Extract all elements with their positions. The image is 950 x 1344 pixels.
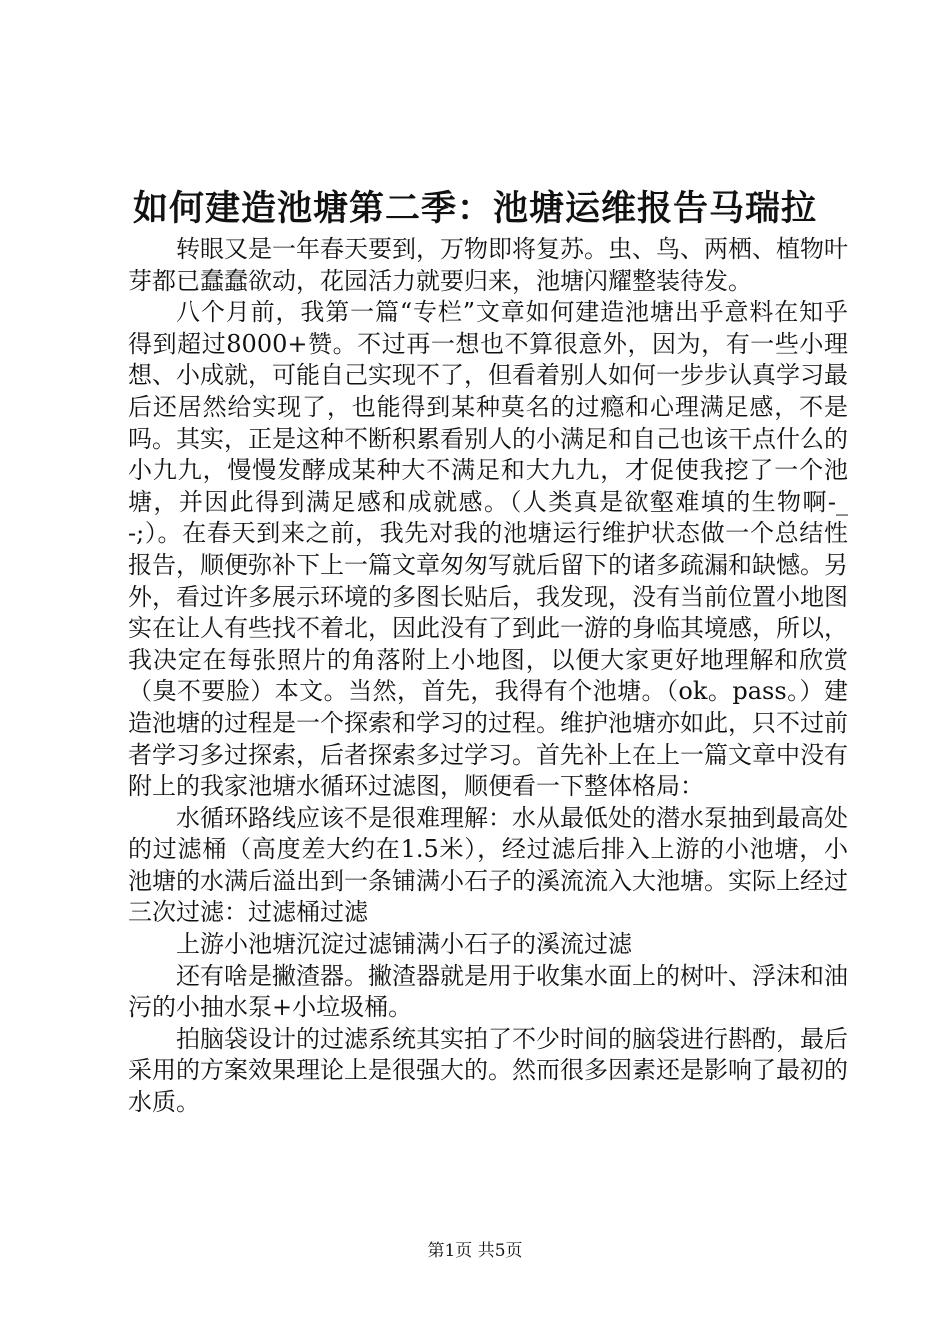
document-title: 如何建造池塘第二季：池塘运维报告马瑞拉 xyxy=(132,188,817,229)
paragraph-background: 八个月前，我第一篇“专栏”文章如何建造池塘出乎意料在知乎得到超过8000+赞。不过再一想也不算很意外，因为，有一些小理想、小成就，可能自己实现不了，但看着别人如何一步步认真学习最后还居然给实现了，也能得到某种莫名的过瘾和心理满足感，不是吗。其实，正是这种不断积累看别人的小满足和自己也该干点什么的小九九，慢慢发酵成某种大不满足和大九九，才促使我挖了一个池塘，并因此得到满足感和成就感。（人类真是欲壑难填的生物啊-_-;）。在春天到来之前，我先对我的池塘运行维护状态做一个总结性报告，顺便弥补下上一篇文章匆匆写就后留下的诸多疏漏和缺憾。另外，看过许多展示环境的多图长贴后，我发现，没有当前位置小地图实在让人有些找不着北，因此没有了到此一游的身临其境感，所以，我决定在每张照片的角落附上小地图，以便大家更好地理解和欣赏（臭不要脸）本文。当然，首先，我得有个池塘。（ok。pass。）建造池塘的过程是一个探索和学习的过程。维护池塘亦如此，只不过前者学习多过探索，后者探索多过学习。首先补上在上一篇文章中没有附上的我家池塘水循环过滤图，顺便看一下整体格局： xyxy=(128,298,848,801)
paragraph-filter-design: 拍脑袋设计的过滤系统其实拍了不少时间的脑袋进行斟酌，最后采用的方案效果理论上是很强大的。然而很多因素还是影响了最初的水质。 xyxy=(128,1024,848,1117)
paragraph-water-cycle: 水循环路线应该不是很难理解：水从最低处的潜水泵抽到最高处的过滤桶（高度差大约在1.5米），经过滤后排入上游的小池塘，小池塘的水满后溢出到一条铺满小石子的溪流流入大池塘。实际上经过三次过滤：过滤桶过滤 xyxy=(128,803,848,927)
page-number-footer: 第1页 共5页 xyxy=(427,1241,523,1261)
paragraph-intro: 转眼又是一年春天要到，万物即将复苏。虫、鸟、两栖、植物叶芽都已蠢蠢欲动，花园活力就要归来，池塘闪耀整装待发。 xyxy=(128,235,848,295)
paragraph-skimmer: 还有啥是撇渣器。撇渣器就是用于收集水面上的树叶、浮沫和油污的小抽水泵+小垃圾桶。 xyxy=(128,961,848,1022)
document-body xyxy=(128,234,848,1119)
paragraph-filtering: 上游小池塘沉淀过滤铺满小石子的溪流过滤 xyxy=(176,930,632,959)
